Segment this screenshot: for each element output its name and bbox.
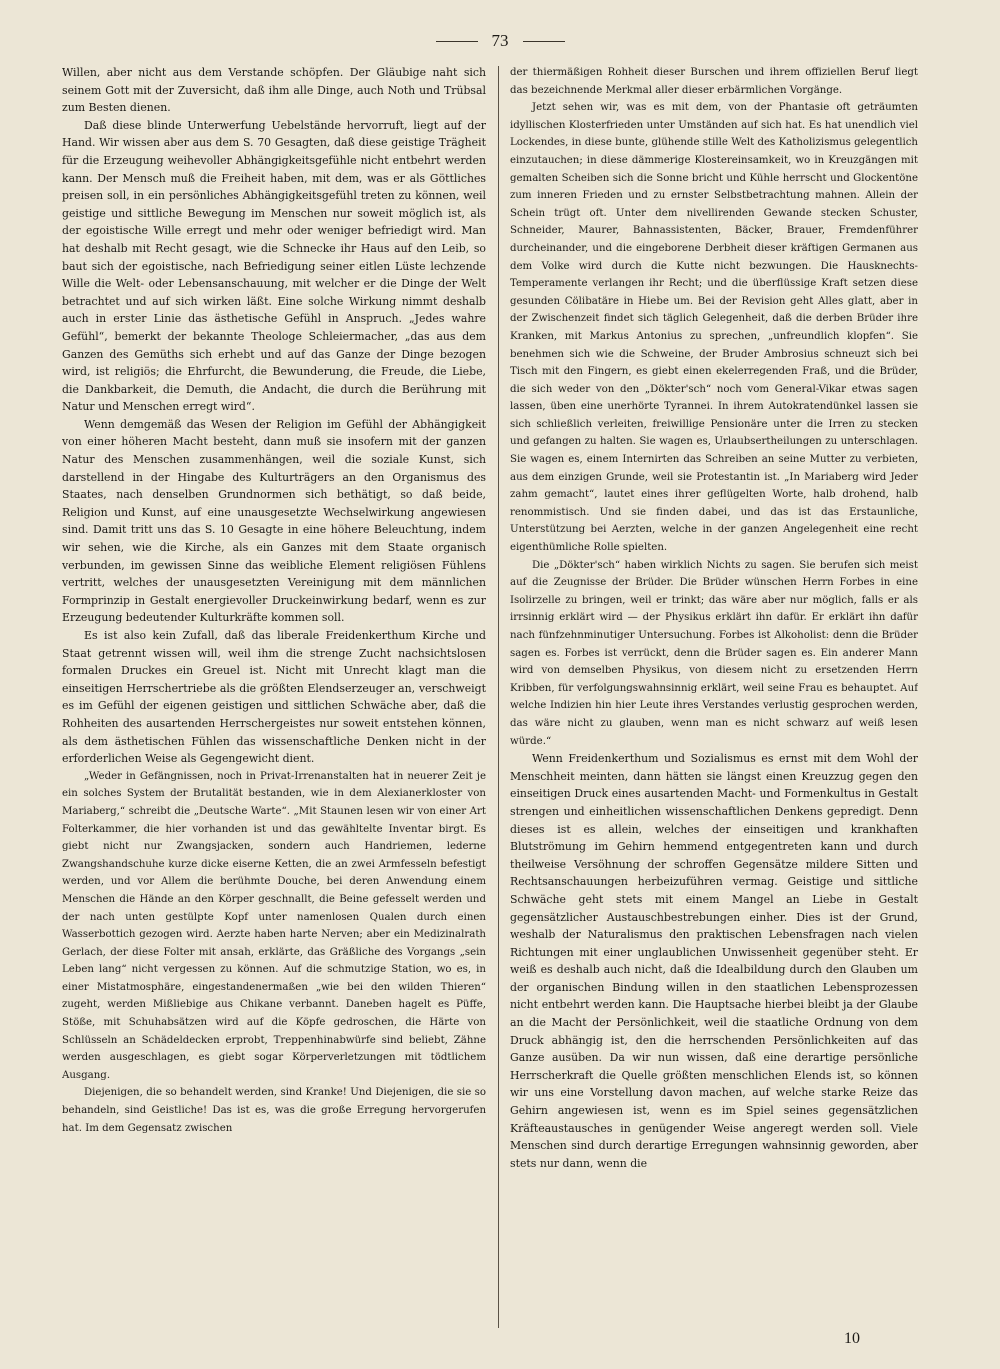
page-number: 73 bbox=[491, 31, 509, 50]
paragraph: Wenn demgemäß das Wesen der Religion im Gefühl der Abhängigkeit von einer höheren Macht besteht, dann muß sie insofern mit der ganzen Natur des Menschen zusammenhängen, weil die soziale Kunst, sich darstellend in der Hingabe des Kulturträgers an den Organismus des Staates, nach denselben Grundnormen sich bethätigt, so daß beide, Religion und Kunst, auf eine unausgesetzte Wechselwirkung angewiesen sind. Damit tritt uns das S. 10 Gesagte in eine höhere Beleuchtung, indem wir sehen, wie die Kirche, als ein Ganzes mit dem Staate organisch verbunden, im gewissen Sinne das weibliche Element religiösen Fühlens vertritt, welches der unausgesetzten Vereinigung mit dem männlichen Formprinzip in Gestalt energievoller Druckeinwirkung bedarf, wenn es zur Erzeugung bedeutender Kulturkräfte kommen soll. bbox=[62, 417, 486, 625]
paragraph: Es ist also kein Zufall, daß das liberale Freidenkerthum Kirche und Staat getrennt wissen will, weil ihm die strenge Zucht nachsichtslosen formalen Druckes ein Greuel ist. Nicht mit Unrecht klagt man die einseitigen Herrschertriebe als die größten Elendserzeuger an, verschweigt es im Gefühl der eigenen geistigen und sittlichen Schwäche aber, daß die Rohheiten des ausartenden Herrschergeistes nur soweit entstehen können, als dem ästhetischen Fühlen das wissenschaftliche Denken nicht in der erforderlichen Weise als Gegengewicht dient. bbox=[62, 629, 486, 766]
paragraph: Willen, aber nicht aus dem Verstande schöpfen. Der Gläubige naht sich seinem Gott mit der Zuversicht, daß ihm alle Dinge, auch Noth und Trübsal zum Besten dienen. bbox=[62, 66, 486, 115]
paragraph: Daß diese blinde Unterwerfung Uebelstände hervorruft, liegt auf der Hand. Wir wissen aber aus dem S. 70 Gesagten, daß diese geistige Trägheit für die Erzeugung weihevoller Abhängigkeitsgefühle nicht entbehrt werden kann. Der Mensch muß die Freiheit haben, mit dem, was er als Göttliches preisen soll, in ein persönliches Abhängigkeitsgefühl treten zu können, weil geistige und sittliche Bewegung im Menschen nur soweit möglich ist, als der egoistische Wille erregt und mehr oder weniger befriedigt wird. Man hat deshalb mit Recht gesagt, wie die Schnecke ihr Haus auf den Leib, so baut sich der egoistische, nach Befriedigung seiner eitlen Lüste lechzende Wille die Welt- oder Lebensanschauung, mit welcher er die Dinge der Welt betrachtet und auf sich wirken läßt. Eine solche Wirkung nimmt deshalb auch in erster Linie das ästhetische Gefühl in Anspruch. „Jedes wahre Gefühl“, bemerkt der bekannte Theologe Schleiermacher, „das aus dem Ganzen des Gemüths sich erhebt und auf das Ganze der Dinge bezogen wird, ist religiös; die Ehrfurcht, die Bewunderung, die Freude, die Liebe, die Dankbarkeit, die Demuth, die Andacht, die durch die Berührung mit Natur und Menschen erregt wird“. bbox=[62, 118, 486, 414]
quoted-paragraph: Jetzt sehen wir, was es mit dem, von der Phantasie oft geträumten idyllischen Klosterfrieden unter Umständen auf sich hat. Es hat unendlich viel Lockendes, in diese bunte, glühende stille Welt des Katholizismus gelegentlich einzutauchen; in diese dämmerige Klostereinsamkeit, wo in Kreuzgängen mit gemalten Scheiben sich die Sonne bricht und Kühle herrscht und Glockentöne zum inneren Frieden und zu ernster Selbstbetrachtung mahnen. Allein der Schein trügt oft. Unter dem nivellirenden Gewande stecken Schuster, Schneider, Maurer, Bahnassistenten, Bäcker, Brauer, Fremdenführer durcheinander, und die eingeborene Derbheit dieser kräftigen Germanen aus dem Volke wird durch die Kutte nicht bezwungen. Die Hausknechts-Temperamente verlangen ihr Recht; und die überflüssige Kraft setzen diese gesunden Cölibatäre in Hiebe um. Bei der Revision geht Alles glatt, aber in der Zwischenzeit findet sich täglich Gelegenheit, daß die derben Brüder ihre Kranken, mit Markus Antonius zu sprechen, „unfreundlich klopfen“. Sie benehmen sich wie die Schweine, der Bruder Ambrosius schneuzt sich bei Tisch mit den Fingern, es giebt einen ekelerregenden Fraß, und die Brüder, die sich weder von den „Dökter'sch“ noch vom General-Vikar etwas sagen lassen, üben eine unerhörte Tyrannei. In ihrem Autokratendünkel lassen sie sich schließlich verleiten, freiwillige Pensionäre unter die Irren zu stecken und gefangen zu halten. Sie wagen es, Urlaubsertheilungen zu unterschlagen. Sie wagen es, einem Internirten das Schreiben an seine Mutter zu verbieten, aus dem einzigen Grunde, weil sie Protestantin ist. „In Mariaberg wird Jeder zahm gemacht“, lautet eines ihrer geflügelten Worte, halb drohend, halb renommistisch. Und sie finden dabei, und das ist das Erstaunliche, Unterstützung bei Aerzten, welche in der ganzen Angelegenheit eine recht eigenthümliche Rolle spielten. bbox=[510, 102, 918, 554]
page-header bbox=[0, 28, 1000, 54]
paragraph: Wenn Freidenkerthum und Sozialismus es ernst mit dem Wohl der Menschheit meinten, dann hätten sie längst einen Kreuzzug gegen den einseitigen Druck eines ausartenden Macht- und Formenkultus in Gestalt strengen und einheitlichen wissenschaftlichen Denkens gepredigt. Denn dieses ist es allein, welches der einseitigen und krankhaften Blutströmung im Gehirn hemmend entgegentreten kann und durch theilweise Versöhnung der schroffen Gegensätze mildere Sitten und Rechtsanschauungen herbeizuführen vermag. Geistige und sittliche Schwäche geht stets mit einem Mangel an Liebe in Gestalt gegensätzlicher Austauschbestrebungen einher. Dies ist der Grund, weshalb der Naturalismus den praktischen Lebensfragen nach vielen Richtungen mit einer unglaublichen Unwissenheit gegenüber steht. Er weiß es deshalb auch nicht, daß die Idealbildung durch den Glauben um der organischen Bindung willen in den staatlichen Lebensprozessen nicht entbehrt werden kann. Die Hauptsache hierbei bleibt ja der Glaube an die Macht der Persönlichkeit, weil die staatliche Ordnung von dem Druck abhängig ist, den die herrschenden Persönlichkeiten auf das Ganze ausüben. Da wir nun wissen, daß eine derartige persönliche Herrscherkraft die Quelle größten menschlichen Elends ist, so können wir uns eine Vorstellung davon machen, auf welche starke Reize das Gehirn angewiesen ist, wenn es im Spiel seines gegensätzlichen Kräfteaustausches in genügender Weise angeregt werden soll. Viele Menschen sind durch derartige Erregungen wahnsinnig geworden, aber stets nur dann, wenn die bbox=[510, 752, 918, 1170]
quoted-paragraph: Die „Dökter'sch“ haben wirklich Nichts zu sagen. Sie berufen sich meist auf die Zeugnisse der Brüder. Die Brüder wünschen Herrn Forbes in eine Isolirzelle zu bringen, weil er trinkt; das wäre aber nur möglich, falls er als irrsinnig erklärt wird — der Physikus erklärt ihn dafür. Er erklärt ihn dafür nach fünfzehnminutiger Untersuchung. Forbes ist Alkoholist: denn die Brüder sagen es. Forbes ist verrückt, denn die Brüder sagen es. Ein anderer Mann wird von demselben Physikus, von diesem nicht zu ersetzenden Herrn Kribben, für verfolgungswahnsinnig erklärt, weil seine Frau es behauptet. Auf welche Indizien hin hier Leute ihres Verstandes verlustig gesprochen werden, das wäre nicht zu glauben, wenn man es nicht schwarz auf weiß lesen würde.“ bbox=[510, 559, 918, 747]
header-rule-right bbox=[523, 41, 565, 42]
signature-mark: 10 bbox=[844, 1330, 860, 1347]
left-column bbox=[62, 64, 486, 1334]
quoted-paragraph: Diejenigen, die so behandelt werden, sind Kranke! Und Diejenigen, die sie so behandeln, sind Geistliche! Das ist es, was die große Erregung hervorgerufen hat. Im dem Gegensatz zwischen bbox=[62, 1087, 486, 1134]
column-divider bbox=[498, 66, 499, 1328]
header-rule-left bbox=[436, 41, 478, 42]
right-column bbox=[510, 64, 918, 1334]
quoted-paragraph: „Weder in Gefängnissen, noch in Privat-Irrenanstalten hat in neuerer Zeit je ein solches System der Brutalität bestanden, wie in dem Alexianerkloster von Mariaberg,“ schreibt die „Deutsche Warte“. „Mit Staunen lesen wir von einer Art Folterkammer, die hier vorhanden ist und das gewähltelte Inventar birgt. Es giebt nicht nur Zwangsjacken, sondern auch Handriemen, lederne Zwangshandschuhe kurze dicke eiserne Ketten, die an zwei Armfesseln befestigt werden, und vor Allem die berühmte Douche, bei deren Anwendung einem Menschen die Hände an den Körper geschnallt, die Beine gefesselt werden und der nach unten gestülpte Kopf unter namenlosen Qualen durch einen Wasserbottich gezogen wird. Aerzte haben harte Nerven; aber ein Medizinalrath Gerlach, der diese Folter mit ansah, erklärte, das Gräßliche des Vorgangs „sein Leben lang“ nicht vergessen zu können. Auf die schmutzige Station, wo es, in einer Mistatmosphäre, eingestandenermaßen „wie bei den wilden Thieren“ zugeht, werden Mißliebige aus Chikane verbannt. Daneben hagelt es Püffe, Stöße, mit Schuhabsätzen wird auf die Köpfe gedroschen, die Härte von Schlüsseln an Schädeldecken erprobt, Treppenhinabwürfe sind beliebt, Zähne werden ausgeschlagen, es giebt sogar Körperverletzungen mit tödtlichem Ausgang. bbox=[62, 770, 486, 1081]
quoted-paragraph: der thiermäßigen Rohheit dieser Burschen und ihrem offiziellen Beruf liegt das bezeichnende Merkmal aller dieser erbärmlichen Vorgänge. bbox=[510, 67, 918, 96]
